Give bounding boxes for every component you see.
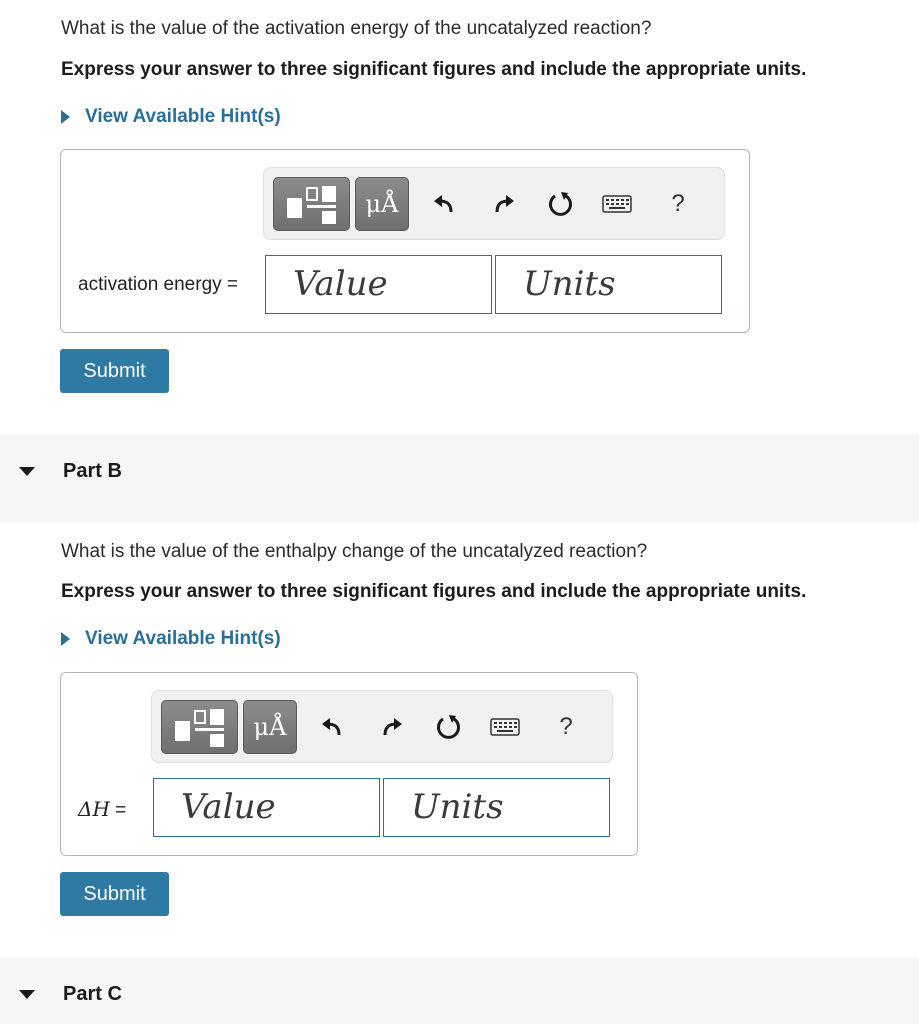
undo-icon [432,193,456,215]
reset-icon [435,713,463,741]
keyboard-button[interactable] [600,186,634,222]
undo-button[interactable] [427,186,461,222]
part-b-question: What is the value of the enthalpy change of the uncatalyzed reaction? [61,541,648,562]
part-a-submit-button[interactable]: Submit [60,349,169,393]
units-icon: μÅ [365,190,399,218]
reset-button[interactable] [432,709,466,745]
units-button[interactable] [243,700,297,754]
part-a-value-input[interactable]: Value [265,255,492,314]
expand-triangle-icon [61,110,70,124]
equals-sign: = [109,800,127,821]
reset-icon [547,190,575,218]
expand-triangle-icon [61,632,70,646]
reset-button[interactable] [544,186,578,222]
part-a-hint-label: View Available Hint(s) [85,106,281,127]
part-b-math-toolbar [151,690,613,763]
undo-button[interactable] [315,709,349,745]
part-a-math-toolbar [263,167,725,240]
part-b-hint-toggle[interactable] [61,628,281,650]
redo-icon [492,193,516,215]
part-b-answer-box [60,672,638,856]
collapse-caret-icon [19,467,35,476]
part-b-hint-label: View Available Hint(s) [85,628,281,649]
part-b-answer-label [78,797,126,822]
part-b-title: Part B [63,460,122,482]
help-icon: ? [559,713,573,740]
templates-button[interactable] [161,700,238,754]
units-icon: μÅ [253,713,287,741]
part-c-title: Part C [63,983,122,1005]
part-b-submit-button[interactable]: Submit [60,872,169,916]
help-button[interactable] [549,709,583,745]
part-a-answer-box [60,149,750,333]
keyboard-button[interactable] [488,709,522,745]
templates-icon [162,701,239,755]
part-b-value-input[interactable]: Value [153,778,380,837]
part-a-instruction: Express your answer to three significant figures and include the appropriate units. [61,59,807,80]
units-button[interactable] [355,177,409,231]
part-a-hint-toggle[interactable] [61,106,281,128]
help-icon: ? [671,190,685,217]
part-a-units-input[interactable]: Units [495,255,722,314]
undo-icon [320,716,344,738]
templates-button[interactable] [273,177,350,231]
templates-icon [274,178,351,232]
redo-button[interactable] [487,186,521,222]
part-b-units-input[interactable]: Units [383,778,610,837]
part-a-question: What is the value of the activation energy of the uncatalyzed reaction? [61,18,652,39]
part-b-header[interactable] [0,435,919,522]
part-b-instruction: Express your answer to three significant figures and include the appropriate units. [61,581,807,602]
keyboard-icon [602,195,632,213]
part-a-answer-label: activation energy = [78,274,239,295]
redo-icon [380,716,404,738]
collapse-caret-icon [19,990,35,999]
help-button[interactable] [661,186,695,222]
part-c-header[interactable] [0,958,919,1024]
keyboard-icon [490,718,520,736]
delta-h-symbol: ΔH [78,797,110,821]
redo-button[interactable] [375,709,409,745]
